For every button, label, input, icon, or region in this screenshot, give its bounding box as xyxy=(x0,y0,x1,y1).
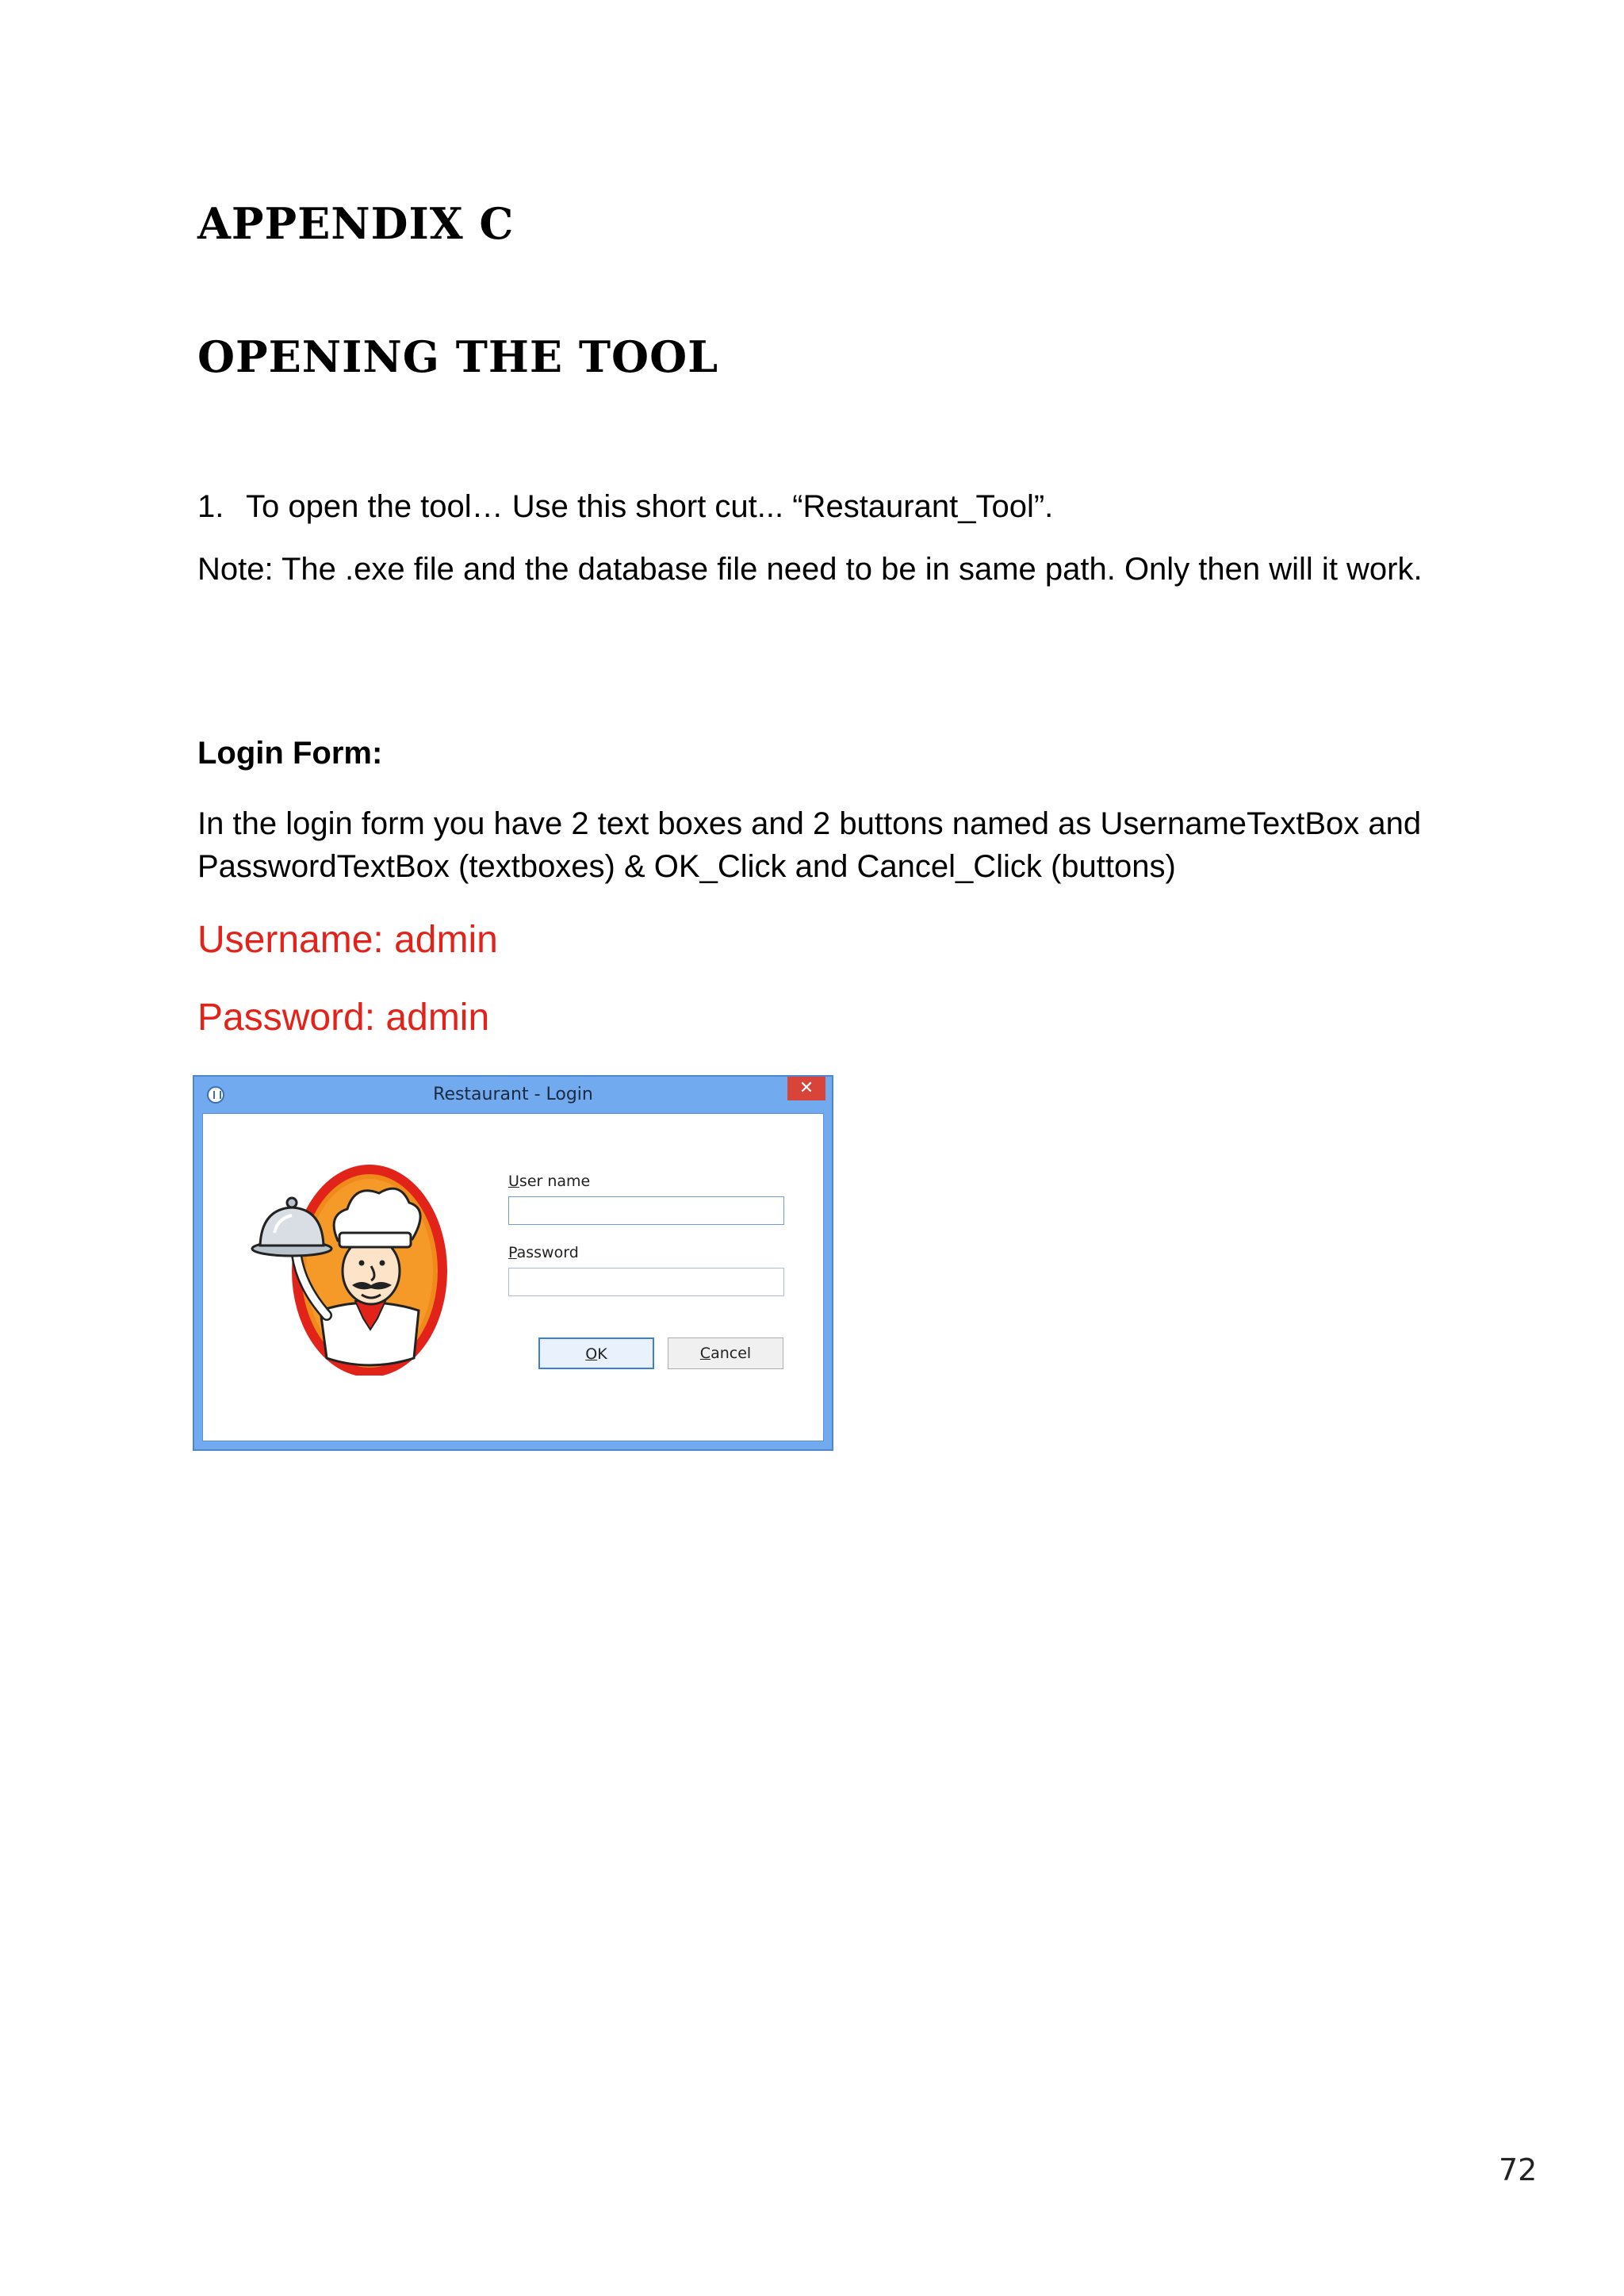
login-form-description: In the login form you have 2 text boxes and 2 buttons named as UsernameTextBox and PasswordTextBox (textboxes) & OK_Click and Cancel_Click (buttons) xyxy=(197,806,1422,884)
username-label: User name xyxy=(508,1173,591,1190)
cancel-button[interactable]: Cancel xyxy=(668,1337,783,1369)
username-credential: Username: admin xyxy=(197,919,498,961)
close-icon[interactable]: ✕ xyxy=(787,1077,825,1100)
password-credential: Password: admin xyxy=(197,997,490,1039)
note-paragraph: Note: The .exe file and the database file need to be in same path. Only then will it work. xyxy=(197,552,1423,587)
step-1-text: To open the tool… Use this short cut... “Restaurant_Tool”. xyxy=(246,489,1054,524)
dialog-client-area xyxy=(202,1113,824,1441)
login-dialog xyxy=(193,1075,833,1451)
password-label: Password xyxy=(508,1244,579,1261)
ok-button[interactable]: OK xyxy=(538,1337,654,1369)
step-1 xyxy=(197,485,1053,528)
dialog-titlebar[interactable] xyxy=(194,1077,832,1113)
page-number: 72 xyxy=(1499,2152,1538,2187)
password-textbox[interactable] xyxy=(508,1268,784,1296)
username-textbox[interactable] xyxy=(508,1196,784,1225)
chef-logo xyxy=(251,1160,457,1376)
step-1-number: 1. xyxy=(197,489,224,524)
appendix-title: APPENDIX C xyxy=(197,198,515,249)
section-title: OPENING THE TOOL xyxy=(197,331,719,382)
login-form-heading: Login Form: xyxy=(197,736,383,771)
dialog-title: Restaurant - Login xyxy=(433,1085,593,1104)
